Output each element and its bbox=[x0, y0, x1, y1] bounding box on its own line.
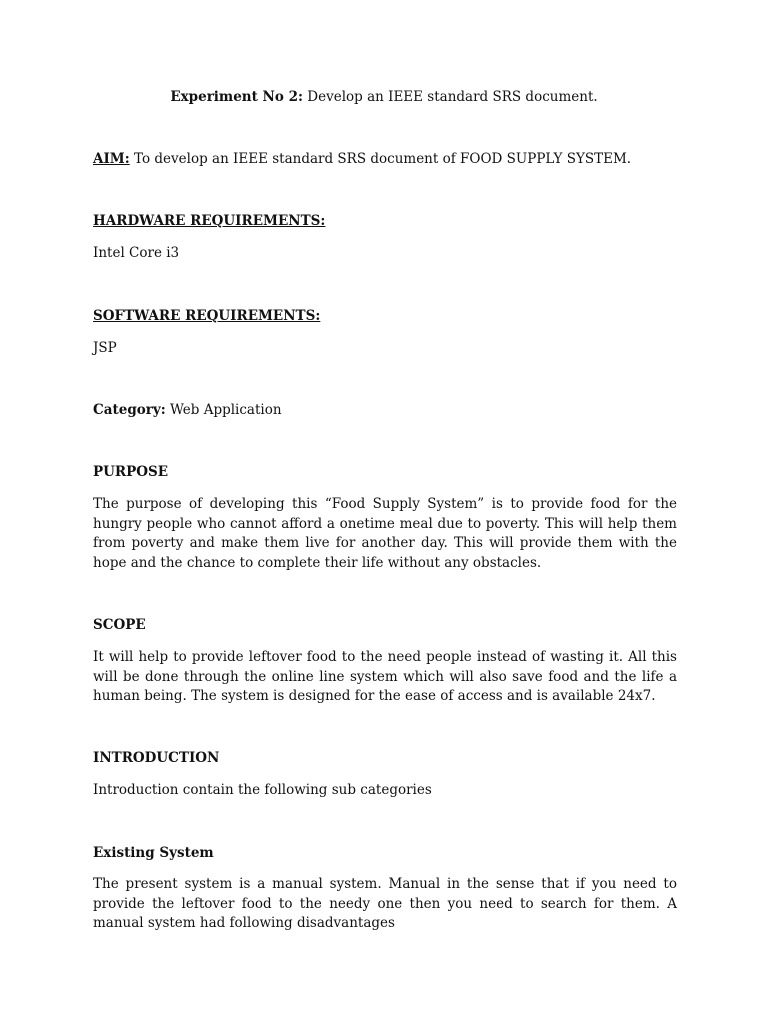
introduction-text: Introduction contain the following sub categories bbox=[93, 782, 432, 798]
existing-system-paragraph: The present system is a manual system. Manual in the sense that if you need to provide the leftover food to the needy one then you need to search for them. A manual system had following disadvantages bbox=[93, 876, 677, 931]
experiment-title bbox=[0, 88, 768, 108]
aim-text: To develop an IEEE standard SRS document of FOOD SUPPLY SYSTEM. bbox=[134, 151, 632, 167]
category-label: Category: bbox=[93, 402, 166, 418]
aim-line bbox=[93, 150, 675, 170]
purpose-heading: PURPOSE bbox=[93, 464, 169, 480]
scope-paragraph: It will help to provide leftover food to the need people instead of wasting it. All this will be done through the online line system which will also save food and the life a human being. The system is designed for the ease of access and is available 24x7. bbox=[93, 649, 677, 704]
software-text: JSP bbox=[93, 340, 117, 356]
experiment-text: Develop an IEEE standard SRS document. bbox=[307, 89, 598, 105]
category-text: Web Application bbox=[170, 402, 282, 418]
scope-heading: SCOPE bbox=[93, 617, 146, 633]
category-line bbox=[93, 401, 675, 421]
hardware-text: Intel Core i3 bbox=[93, 245, 180, 261]
experiment-label: Experiment No 2: bbox=[170, 89, 303, 105]
introduction-heading: INTRODUCTION bbox=[93, 750, 220, 766]
purpose-paragraph: The purpose of developing this “Food Supply System” is to provide food for the hungry people who cannot afford a onetime meal due to poverty. This will help them from poverty and make them live for another day. This will provide them with the hope and the chance to complete their life without any obstacles. bbox=[93, 496, 677, 571]
software-heading: SOFTWARE REQUIREMENTS: bbox=[93, 308, 321, 324]
existing-system-heading: Existing System bbox=[93, 845, 214, 861]
hardware-heading: HARDWARE REQUIREMENTS: bbox=[93, 213, 326, 229]
aim-label: AIM: bbox=[93, 151, 130, 167]
